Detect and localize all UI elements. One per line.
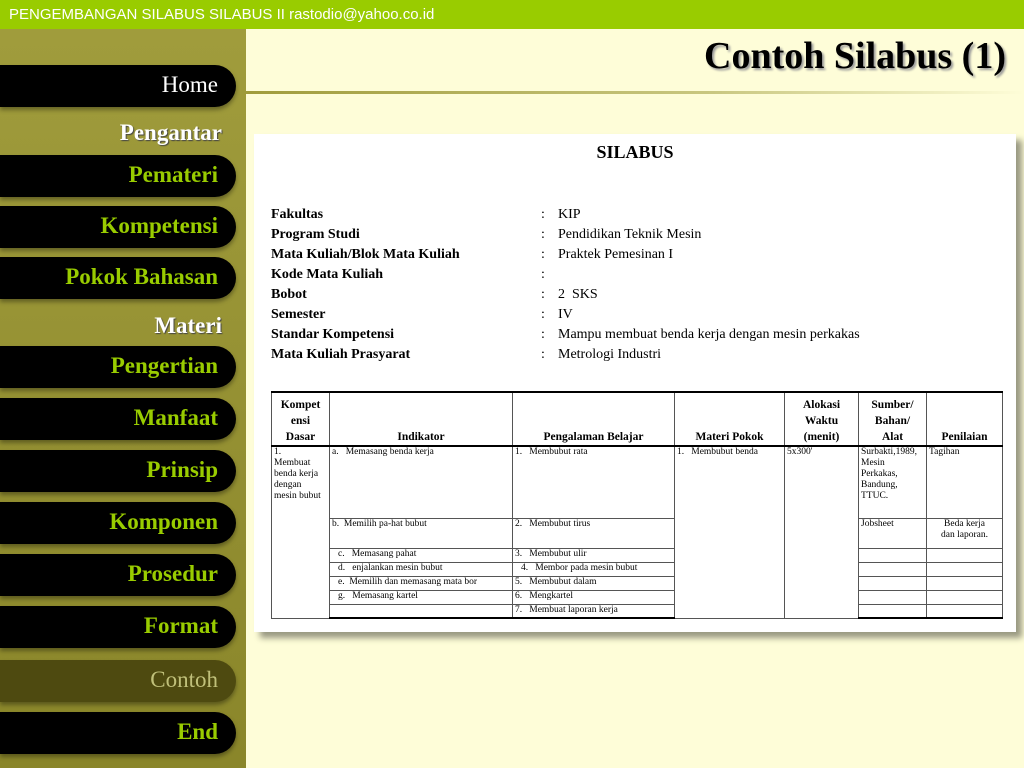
nav-contoh-label: Contoh [150, 667, 218, 692]
info-value: KIP [558, 207, 581, 222]
nav-prosedur-button[interactable] [0, 554, 236, 596]
table-row [272, 446, 1003, 518]
cell-materi-pokok: 1. Membubut benda [675, 446, 785, 618]
info-row-mata-kuliah [271, 245, 860, 265]
cell-pengalaman: 6. Mengkartel [513, 590, 675, 604]
cell-line: Perkakas, [861, 469, 898, 479]
nav-home-button[interactable] [0, 65, 236, 107]
info-row-prasyarat [271, 345, 860, 365]
cell-pengalaman: 3. Membubut ulir [513, 548, 675, 562]
nav-pemateri-button[interactable] [0, 155, 236, 197]
info-value: 2 SKS [558, 287, 598, 302]
nav-format-button[interactable] [0, 606, 236, 648]
nav-pengertian-button[interactable] [0, 346, 236, 388]
nav-home-label: Home [161, 72, 218, 97]
table-row [272, 604, 1003, 618]
info-colon: : [541, 307, 545, 322]
info-value: IV [558, 307, 573, 322]
title-divider [246, 91, 1024, 94]
info-label: Mata Kuliah Prasyarat [271, 347, 411, 362]
cell-indikator: c. Memasang pahat [330, 548, 513, 562]
info-value: Mampu membuat benda kerja dengan mesin perkakas [558, 327, 860, 342]
header-line: Kompet [280, 399, 321, 411]
info-row-bobot [271, 285, 860, 305]
cell-indikator: e. Memilih dan memasang mata bor [330, 576, 513, 590]
table-row [272, 590, 1003, 604]
cell-line: dan laporan. [941, 529, 988, 540]
top-banner [0, 0, 1024, 29]
table-row [272, 576, 1003, 590]
nav-pokok-bahasan-button[interactable] [0, 257, 236, 299]
header-kompetensi-dasar [272, 392, 330, 446]
info-colon: : [541, 287, 545, 302]
cell-line: 1. [274, 447, 282, 457]
nav-prinsip-button[interactable] [0, 450, 236, 492]
header-line: Alokasi [802, 399, 841, 411]
table-row [272, 548, 1003, 562]
nav-prinsip-label: Prinsip [146, 457, 218, 482]
course-info-table [271, 205, 860, 365]
document-title: SILABUS [596, 142, 674, 162]
cell-sumber: Jobsheet [859, 518, 927, 548]
header-pengalaman-belajar: Pengalaman Belajar [513, 392, 675, 446]
info-label: Bobot [271, 287, 307, 302]
cell-line: Beda kerja [944, 518, 985, 529]
cell-penilaian [927, 604, 1003, 618]
banner-text: PENGEMBANGAN SILABUS SILABUS II rastodio@yahoo.co.id [9, 6, 435, 23]
table-header-row [272, 392, 1003, 446]
cell-pengalaman: 1. Membubut rata [513, 446, 675, 518]
header-line: Sumber/ [871, 399, 914, 411]
cell-penilaian [927, 576, 1003, 590]
cell-line: dengan [274, 480, 302, 490]
cell-sumber [859, 548, 927, 562]
cell-line: TTUC. [861, 491, 889, 501]
nav-kompetensi-label: Kompetensi [100, 213, 218, 238]
info-label: Program Studi [271, 227, 360, 242]
nav-end-button[interactable] [0, 712, 236, 754]
info-row-standar-kompetensi [271, 325, 860, 345]
header-alokasi-waktu [785, 392, 859, 446]
cell-kompetensi-dasar [272, 446, 330, 618]
header-penilaian: Penilaian [927, 392, 1003, 446]
cell-line: Bandung, [861, 480, 898, 490]
info-label: Kode Mata Kuliah [271, 267, 384, 282]
info-colon: : [541, 267, 545, 282]
nav-end-label: End [177, 719, 218, 744]
cell-line: Membuat [274, 458, 311, 468]
section-heading-materi: Materi [154, 313, 222, 338]
info-row-program-studi [271, 225, 860, 245]
cell-sumber [859, 446, 927, 518]
info-label: Mata Kuliah/Blok Mata Kuliah [271, 247, 460, 262]
section-heading-pengantar: Pengantar [119, 120, 222, 145]
header-sumber-bahan-alat [859, 392, 927, 446]
header-materi-pokok: Materi Pokok [675, 392, 785, 446]
cell-indikator: b. Memilih pa-hat bubut [330, 518, 513, 548]
cell-indikator: a. Memasang benda kerja [330, 446, 513, 518]
header-line: ensi [290, 415, 311, 427]
info-row-semester [271, 305, 860, 325]
cell-pengalaman: 5. Membubut dalam [513, 576, 675, 590]
cell-sumber [859, 576, 927, 590]
info-colon: : [541, 207, 545, 222]
nav-pemateri-label: Pemateri [128, 162, 218, 187]
nav-contoh-button[interactable] [0, 660, 236, 702]
nav-prosedur-label: Prosedur [127, 561, 218, 586]
cell-indikator: g. Memasang kartel [330, 590, 513, 604]
header-line: Dasar [285, 431, 316, 443]
cell-sumber [859, 562, 927, 576]
table-row [272, 562, 1003, 576]
cell-line: mesin bubut [274, 491, 321, 501]
info-colon: : [541, 247, 545, 262]
cell-line: Surbakti,1989, [861, 447, 917, 457]
cell-sumber [859, 590, 927, 604]
cell-pengalaman: 7. Membuat laporan kerja [513, 604, 675, 618]
cell-penilaian [927, 562, 1003, 576]
info-value: Pendidikan Teknik Mesin [558, 227, 702, 242]
info-label: Fakultas [271, 207, 324, 222]
cell-penilaian [927, 548, 1003, 562]
nav-kompetensi-button[interactable] [0, 206, 236, 248]
nav-pengertian-label: Pengertian [110, 353, 218, 378]
header-line: Alat [881, 431, 904, 443]
info-label: Standar Kompetensi [271, 327, 395, 342]
header-line: (menit) [803, 431, 840, 443]
info-row-fakultas [271, 205, 860, 225]
cell-sumber [859, 604, 927, 618]
nav-komponen-button[interactable] [0, 502, 236, 544]
table-row [272, 518, 1003, 548]
header-indikator: Indikator [330, 392, 513, 446]
syllabus-document [254, 134, 1016, 632]
info-row-kode-mata-kuliah [271, 265, 860, 285]
cell-indikator: d. enjalankan mesin bubut [330, 562, 513, 576]
header-line: Waktu [804, 415, 839, 427]
syllabus-table [271, 391, 1003, 619]
info-colon: : [541, 347, 545, 362]
header-line: Bahan/ [874, 415, 911, 427]
cell-indikator [330, 604, 513, 618]
info-colon: : [541, 227, 545, 242]
nav-komponen-label: Komponen [109, 509, 218, 534]
cell-pengalaman: 4. Membor pada mesin bubut [513, 562, 675, 576]
info-value [558, 265, 860, 285]
cell-line: Mesin [861, 458, 885, 468]
info-value: Metrologi Industri [558, 347, 662, 362]
nav-pokok-bahasan-label: Pokok Bahasan [65, 264, 218, 289]
nav-manfaat-label: Manfaat [133, 405, 218, 430]
cell-alokasi-waktu: 5x300' [785, 446, 859, 618]
cell-penilaian: Tagihan [927, 446, 1003, 518]
info-colon: : [541, 327, 545, 342]
page-title: Contoh Silabus (1) [704, 35, 1006, 77]
info-value: Praktek Pemesinan I [558, 247, 674, 262]
nav-manfaat-button[interactable] [0, 398, 236, 440]
cell-pengalaman: 2. Membubut tirus [513, 518, 675, 548]
cell-penilaian [927, 518, 1003, 548]
info-label: Semester [271, 307, 326, 322]
cell-line: benda kerja [274, 469, 319, 479]
nav-format-label: Format [143, 613, 218, 638]
cell-penilaian [927, 590, 1003, 604]
